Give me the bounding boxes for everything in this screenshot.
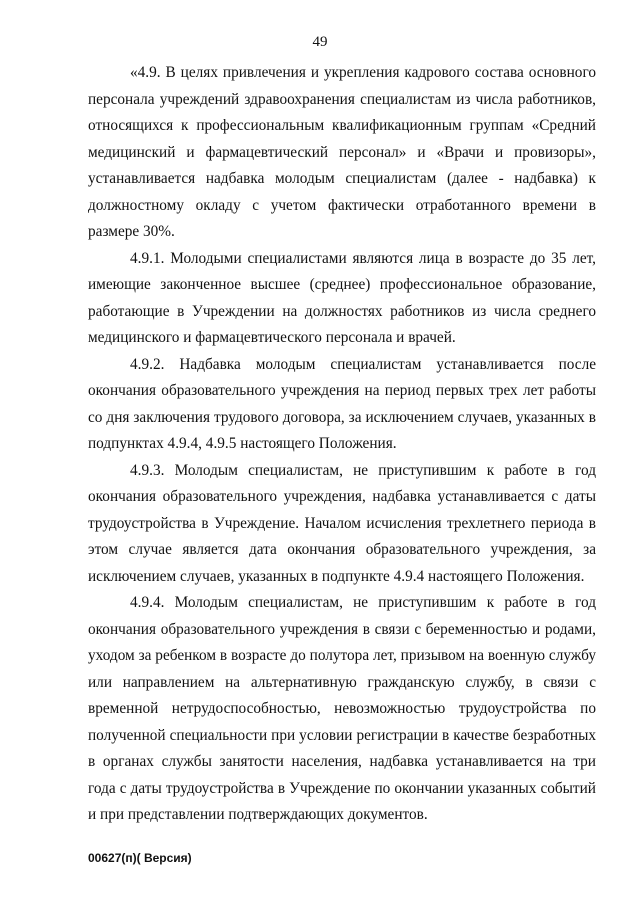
paragraph-4-9-4: 4.9.4. Молодым специалистам, не приступившим к работе в год окончания образовательного учреждения в связи с беременностью и родами, уходом за ребенком в возрасте до полутора лет, призывом на военную службу или направлением на альтернативную гражданскую службу, в связи с временной нетрудоспособностью, невозможностью трудоустройства по полученной специальности при условии регистрации в качестве безработных в органах службы занятости населения, надбавка устанавливается на три года с даты трудоустройства в Учреждение по окончании указанных событий и при представлении подтверждающих документов. <box>88 594 596 823</box>
document-body <box>88 60 596 829</box>
document-footer-code: 00627(п)( Версия) <box>88 851 192 865</box>
paragraph-4-9-1: 4.9.1. Молодыми специалистами являются лица в возрасте до 35 лет, имеющие законченное высшее (среднее) профессиональное образование, работающие в Учреждении на должностях работников из числа среднего медицинского и фармацевтического персонала и врачей. <box>88 249 596 346</box>
paragraph-4-9: «4.9. В целях привлечения и укрепления кадрового состава основного персонала учреждений здравоохранения специалистам из числа работников, относящихся к профессиональным квалификационным группам «Средний медицинский и фармацевтический персонал» и «Врачи и провизоры», устанавливается надбавка молодым специалистам (далее - надбавка) к должностному окладу с учетом фактически отработанного времени в размере 30%. <box>88 64 596 240</box>
paragraph-4-9-3: 4.9.3. Молодым специалистам, не приступившим к работе в год окончания образовательного учреждения, надбавка устанавливается с даты трудоустройства в Учреждение. Началом исчисления трехлетнего периода в этом случае является дата окончания образовательного учреждения, за исключением случаев, указанных в подпункте 4.9.4 настоящего Положения. <box>88 461 596 585</box>
page-number: 49 <box>312 34 328 50</box>
paragraph-4-9-2: 4.9.2. Надбавка молодым специалистам устанавливается после окончания образовательного учреждения на период первых трех лет работы со дня заключения трудового договора, за исключением случаев, указанных в подпунктах 4.9.4, 4.9.5 настоящего Положения. <box>88 355 596 452</box>
